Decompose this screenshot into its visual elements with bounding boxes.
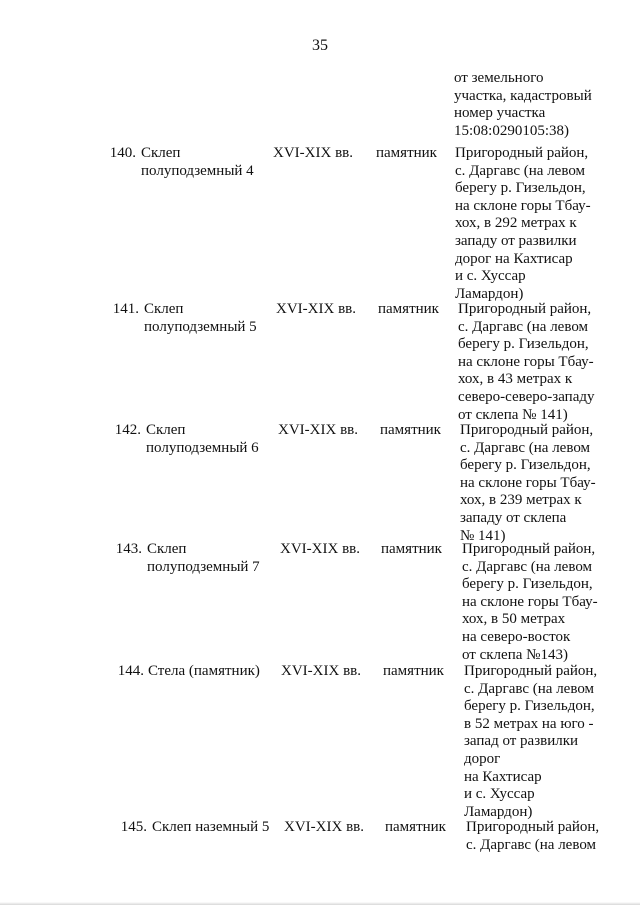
row-number: 141. [112,301,139,317]
object-name: Стела (памятник) [148,663,260,679]
object-name: Склеп полуподземный 4 [141,145,254,179]
object-type: памятник [381,541,442,557]
row-number: 140. [109,145,136,161]
object-type: памятник [385,819,446,835]
object-location: Пригородный район, с. Даргавс (на левом берегу р. Гизельдон, в 52 метрах на юго - запад от развилки дорог на Кахтисар и с. Хуссар Ламардон) [464,663,598,820]
page-number: 35 [312,37,328,54]
object-name: Склеп наземный 5 [152,819,270,835]
row-number: 142. [114,422,141,438]
row-number: 143. [115,541,142,557]
object-period: XVI-XIX вв. [281,663,361,679]
object-location: Пригородный район, с. Даргавс (на левом берегу р. Гизельдон, на склоне горы Тбау- хох, в 239 метрах к западу от склепа № 141) [460,422,596,544]
object-location: Пригородный район, с. Даргавс (на левом берегу р. Гизельдон, на склоне горы Тбау- хох, в 292 метрах к западу от развилки дорог на Кахтисар и с. Хуссар Ламардон) [455,145,591,302]
object-name: Склеп полуподземный 7 [147,541,260,575]
object-period: XVI-XIX вв. [273,145,353,161]
object-period: XVI-XIX вв. [284,819,364,835]
object-period: XVI-XIX вв. [278,422,358,438]
row-number: 145. [120,819,147,835]
object-period: XVI-XIX вв. [280,541,360,557]
object-type: памятник [378,301,439,317]
object-location: Пригородный район, с. Даргавс (на левом [466,819,600,853]
row-number: 144. [117,663,144,679]
object-name: Склеп полуподземный 5 [144,301,257,335]
object-location: Пригородный район, с. Даргавс (на левом берегу р. Гизельдон, на склоне горы Тбау- хох, в 50 метрах на северо-восток от склепа №143) [462,541,598,663]
object-type: памятник [380,422,441,438]
object-period: XVI-XIX вв. [276,301,356,317]
object-type: памятник [376,145,437,161]
continued-location-text: от земельного участка, кадастровый номер участка 15:08:0290105:38) [454,70,592,139]
object-name: Склеп полуподземный 6 [146,422,259,456]
object-location: Пригородный район, с. Даргавс (на левом берегу р. Гизельдон, на склоне горы Тбау- хох, в 43 метрах к северо-северо-западу от склепа № 141) [458,301,595,423]
object-type: памятник [383,663,444,679]
